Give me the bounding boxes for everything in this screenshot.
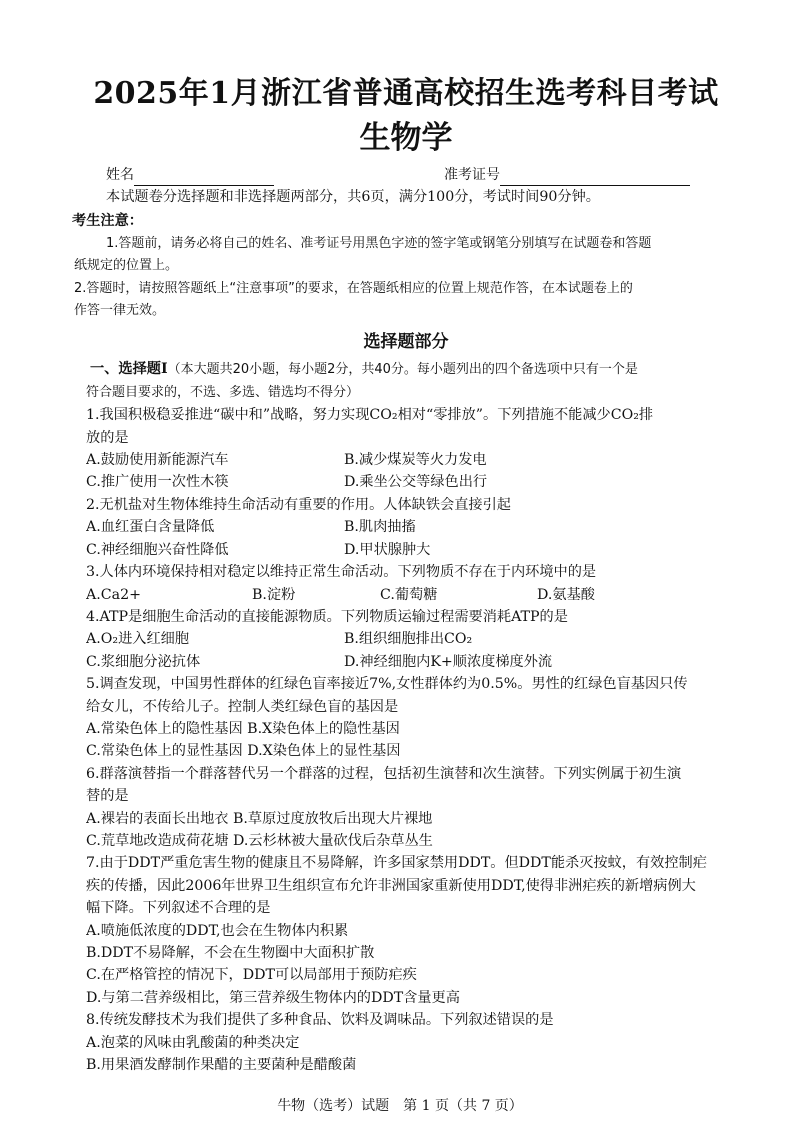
notice-item-2-line-1: 2.答题时，请按照答题纸上“注意事项”的要求，在答题纸相应的位置上规范作答，在本试题卷上的 <box>74 280 633 296</box>
name-blank <box>134 171 274 186</box>
question-3-stem: 3.人体内环境保持相对稳定以维持正常生命活动。下列物质不存在于内环境中的是 <box>86 564 597 581</box>
question-7-option-a: A.喷施低浓度的DDT,也会在生物体内积累 <box>86 922 349 939</box>
question-4-option-d: D.神经细胞内K+顺浓度梯度外流 <box>344 653 553 670</box>
question-7-option-c: C.在严格管控的情况下，DDT可以局部用于预防疟疾 <box>86 967 417 984</box>
question-6-stem: 6.群落演替指一个群落替代另一个群落的过程，包括初生演替和次生演替。下列实例属于初生演 <box>86 765 682 782</box>
question-4-option-b: B.组织细胞排出CO₂ <box>344 631 473 648</box>
question-6-options-cd: C.荒草地改造成荷花塘 D.云杉林被大量砍伐后杂草丛生 <box>86 832 433 849</box>
question-7-option-b: B.DDT不易降解，不会在生物圈中大面积扩散 <box>86 945 375 961</box>
question-4-option-c: C.浆细胞分泌抗体 <box>86 653 201 670</box>
question-2-option-b: B.肌肉抽搐 <box>344 519 416 536</box>
question-2-option-d: D.甲状腺肿大 <box>344 541 431 558</box>
question-8-option-a: A.泡菜的风味由乳酸菌的种类决定 <box>86 1034 300 1051</box>
notice-item-1-line-2: 纸规定的位置上。 <box>74 258 179 274</box>
question-7-stem-cont-2: 幅下降。下列叙述不合理的是 <box>86 900 271 917</box>
notice-item-2-line-2: 作答一律无效。 <box>74 303 166 319</box>
question-1-option-d: D.乘坐公交等绿色出行 <box>344 474 488 491</box>
id-field <box>444 164 690 186</box>
question-8-stem: 8.传统发酵技术为我们提供了多种食品、饮料及调味品。下列叙述错误的是 <box>86 1012 554 1029</box>
name-label: 姓名 <box>106 167 134 183</box>
question-2-options-ab <box>86 516 726 538</box>
section-heading-line-2: 符合题目要求的，不选、多选、错选均不得分） <box>86 384 360 400</box>
question-1-option-a: A.鼓励使用新能源汽车 <box>86 452 229 469</box>
exam-title: 2025年1月浙江省普通高校招生选考科目考试 <box>93 76 719 111</box>
question-7-option-d: D.与第二营养级相比，第三营养级生物体内的DDT含量更高 <box>86 989 460 1006</box>
question-1-stem-cont: 放的是 <box>86 429 129 446</box>
question-3-option-d: D.氨基酸 <box>537 586 595 603</box>
section-heading <box>86 358 726 381</box>
question-5-stem: 5.调查发现，中国男性群体的红绿色盲率接近7%,女性群体约为0.5%。男性的红绿色盲基因只传 <box>86 676 688 693</box>
question-3-options <box>86 584 726 606</box>
page-footer: 牛物（选考）试题 第 1 页（共 7 页） <box>277 1098 523 1114</box>
exam-intro: 本试题卷分选择题和非选择题两部分，共6页，满分100分，考试时间90分钟。 <box>106 189 600 205</box>
question-1-options-ab <box>86 449 726 471</box>
subject-title: 生物学 <box>359 120 453 156</box>
question-6-stem-cont: 替的是 <box>86 788 129 805</box>
question-1-option-b: B.减少煤炭等火力发电 <box>344 452 487 469</box>
question-2-stem: 2.无机盐对生物体维持生命活动有重要的作用。人体缺铁会直接引起 <box>86 496 511 513</box>
question-4-options-cd <box>86 651 726 673</box>
question-1-stem: 1.我国积极稳妥推进“碳中和”战略，努力实现CO₂相对“零排放”。下列措施不能减少CO₂排 <box>86 407 654 424</box>
candidate-info-row <box>86 164 726 186</box>
question-6-options-ab: A.裸岩的表面长出地衣 B.草原过度放牧后出现大片裸地 <box>86 810 433 827</box>
question-4-option-a: A.O₂进入红细胞 <box>86 631 190 648</box>
question-2-option-a: A.血红蛋白含量降低 <box>86 519 215 536</box>
id-label: 准考证号 <box>444 167 500 183</box>
question-4-options-ab <box>86 628 726 650</box>
question-5-stem-cont: 给女儿，不传给儿子。控制人类红绿色盲的基因是 <box>86 698 399 715</box>
question-2-option-c: C.神经细胞兴奋性降低 <box>86 541 229 558</box>
section-title: 选择题部分 <box>363 332 449 353</box>
section-heading-label: 一、选择题Ⅰ <box>90 361 168 378</box>
name-field <box>106 164 274 186</box>
question-1-option-c: C.推广使用一次性木筷 <box>86 474 229 491</box>
question-4-stem: 4.ATP是细胞生命活动的直接能源物质。下列物质运输过程需要消耗ATP的是 <box>86 608 568 625</box>
question-7-stem: 7.由于DDT严重危害生物的健康且不易降解，许多国家禁用DDT。但DDT能杀灭按蚊，有效控制疟 <box>86 855 707 872</box>
question-8-option-b: B.用果酒发酵制作果醋的主要菌种是醋酸菌 <box>86 1057 357 1074</box>
question-5-options-cd: C.常染色体上的显性基因 D.X染色体上的显性基因 <box>86 743 401 760</box>
question-1-options-cd <box>86 471 726 493</box>
section-heading-rest: （本大题共20小题，每小题2分，共40分。每小题列出的四个备选项中只有一个是 <box>167 362 638 378</box>
notice-heading: 考生注意： <box>72 213 143 230</box>
question-7-stem-cont-1: 疾的传播，因此2006年世界卫生组织宣布允许非洲国家重新使用DDT,使得非洲疟疾的新增病例大 <box>86 877 696 894</box>
question-5-options-ab: A.常染色体上的隐性基因 B.X染色体上的隐性基因 <box>86 720 400 737</box>
notice-item-1-line-1: 1.答题前，请务必将自己的姓名、准考证号用黑色字迹的签字笔或钢笔分别填写在试题卷和答题 <box>106 235 652 251</box>
question-2-options-cd <box>86 539 726 561</box>
question-3-option-b: B.淀粉 <box>252 586 296 603</box>
question-3-option-a: A.Ca2+ <box>86 586 141 603</box>
question-3-option-c: C.葡萄糖 <box>380 586 438 603</box>
id-blank <box>500 171 690 186</box>
